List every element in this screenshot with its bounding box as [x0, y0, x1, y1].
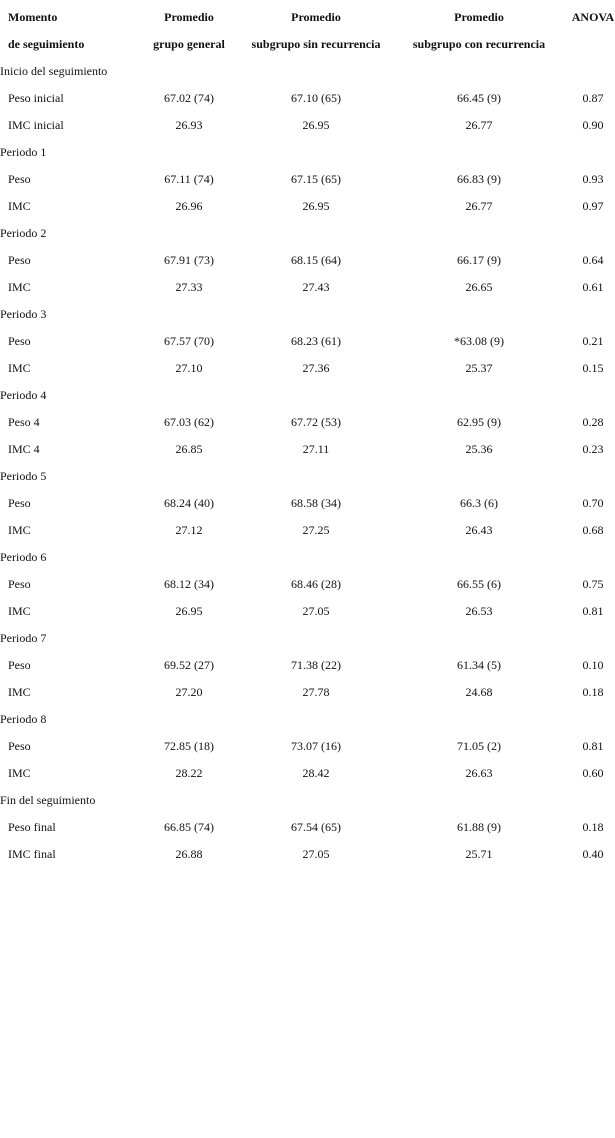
cell-sin-recurrencia: 73.07 (16)	[291, 739, 341, 753]
cell-anova: 0.64	[582, 253, 604, 267]
cell-grupo-general: 26.95	[175, 604, 203, 618]
table-row	[0, 112, 615, 139]
cell-con-recurrencia: 26.77	[465, 199, 493, 213]
cell-con-recurrencia: 25.36	[465, 442, 493, 456]
table-row	[0, 517, 615, 544]
cell-con-recurrencia: 61.88 (9)	[457, 820, 501, 834]
header-momento: Momento	[8, 10, 58, 24]
cell-con-recurrencia: 66.3 (6)	[460, 496, 498, 510]
header-con-recurrencia: Promedio	[454, 10, 504, 24]
section-title: Periodo 7	[0, 631, 47, 645]
row-label: IMC final	[8, 847, 56, 861]
row-label: Peso	[8, 658, 31, 672]
cell-sin-recurrencia: 27.05	[302, 604, 330, 618]
row-label: IMC	[8, 766, 31, 780]
section-title: Periodo 3	[0, 307, 47, 321]
header-grupo-general-sub: grupo general	[153, 37, 225, 51]
section-title: Periodo 5	[0, 469, 47, 483]
section-row	[0, 706, 615, 733]
section-row	[0, 139, 615, 166]
cell-sin-recurrencia: 68.23 (61)	[291, 334, 341, 348]
cell-sin-recurrencia: 67.10 (65)	[291, 91, 341, 105]
table-body	[0, 58, 615, 868]
cell-sin-recurrencia: 27.25	[302, 523, 330, 537]
cell-sin-recurrencia: 68.15 (64)	[291, 253, 341, 267]
cell-grupo-general: 27.20	[175, 685, 203, 699]
cell-sin-recurrencia: 67.15 (65)	[291, 172, 341, 186]
row-label: IMC	[8, 604, 31, 618]
section-row	[0, 58, 615, 85]
cell-sin-recurrencia: 27.36	[302, 361, 330, 375]
table-row	[0, 490, 615, 517]
header-sin-recurrencia-sub: subgrupo sin recurrencia	[251, 37, 381, 51]
cell-anova: 0.68	[582, 523, 604, 537]
section-title: Periodo 8	[0, 712, 47, 726]
cell-grupo-general: 67.02 (74)	[164, 91, 214, 105]
section-row	[0, 301, 615, 328]
section-row	[0, 220, 615, 247]
table-header	[0, 4, 615, 58]
cell-sin-recurrencia: 27.05	[302, 847, 330, 861]
cell-sin-recurrencia: 27.78	[302, 685, 330, 699]
header-anova: ANOVA	[571, 10, 615, 24]
cell-con-recurrencia: 25.37	[465, 361, 493, 375]
table-row	[0, 652, 615, 679]
table-row	[0, 760, 615, 787]
row-label: Peso	[8, 172, 31, 186]
cell-con-recurrencia: 24.68	[465, 685, 493, 699]
row-label: IMC	[8, 199, 31, 213]
cell-grupo-general: 67.11 (74)	[164, 172, 214, 186]
table-row	[0, 355, 615, 382]
cell-con-recurrencia: 66.55 (6)	[457, 577, 501, 591]
section-row	[0, 787, 615, 814]
table-row	[0, 733, 615, 760]
cell-con-recurrencia: *63.08 (9)	[454, 334, 504, 348]
row-label: IMC	[8, 361, 31, 375]
table-row	[0, 814, 615, 841]
row-label: Peso	[8, 253, 31, 267]
header-anova-sub	[563, 31, 615, 58]
cell-anova: 0.10	[582, 658, 604, 672]
row-label: IMC	[8, 523, 31, 537]
cell-anova: 0.97	[582, 199, 604, 213]
cell-con-recurrencia: 26.65	[465, 280, 493, 294]
cell-anova: 0.18	[582, 685, 604, 699]
cell-anova: 0.61	[582, 280, 604, 294]
header-sin-recurrencia: Promedio	[291, 10, 341, 24]
table-row	[0, 598, 615, 625]
section-row	[0, 463, 615, 490]
header-row-1	[0, 4, 615, 31]
section-title: Periodo 6	[0, 550, 47, 564]
cell-grupo-general: 67.91 (73)	[164, 253, 214, 267]
cell-grupo-general: 67.57 (70)	[164, 334, 214, 348]
row-label: Peso final	[8, 820, 56, 834]
header-con-recurrencia-sub: subgrupo con recurrencia	[412, 37, 546, 51]
cell-con-recurrencia: 26.43	[465, 523, 493, 537]
header-momento-sub: de seguimiento	[8, 37, 85, 51]
cell-anova: 0.18	[582, 820, 604, 834]
cell-grupo-general: 26.93	[175, 118, 203, 132]
cell-sin-recurrencia: 68.46 (28)	[291, 577, 341, 591]
cell-grupo-general: 67.03 (62)	[164, 415, 214, 429]
cell-con-recurrencia: 66.83 (9)	[457, 172, 501, 186]
cell-sin-recurrencia: 26.95	[302, 118, 330, 132]
cell-anova: 0.81	[582, 604, 604, 618]
section-title: Periodo 4	[0, 388, 47, 402]
table-row	[0, 841, 615, 868]
row-label: IMC inicial	[8, 118, 64, 132]
cell-grupo-general: 68.24 (40)	[164, 496, 214, 510]
cell-grupo-general: 69.52 (27)	[164, 658, 214, 672]
cell-anova: 0.60	[582, 766, 604, 780]
cell-anova: 0.40	[582, 847, 604, 861]
section-title: Periodo 2	[0, 226, 47, 240]
cell-con-recurrencia: 25.71	[465, 847, 493, 861]
cell-sin-recurrencia: 26.95	[302, 199, 330, 213]
cell-con-recurrencia: 66.45 (9)	[457, 91, 501, 105]
cell-grupo-general: 66.85 (74)	[164, 820, 214, 834]
cell-sin-recurrencia: 27.43	[302, 280, 330, 294]
section-row	[0, 382, 615, 409]
cell-grupo-general: 27.12	[175, 523, 203, 537]
table-row	[0, 193, 615, 220]
row-label: Peso inicial	[8, 91, 64, 105]
cell-con-recurrencia: 26.77	[465, 118, 493, 132]
section-row	[0, 544, 615, 571]
table-row	[0, 247, 615, 274]
cell-grupo-general: 27.33	[175, 280, 203, 294]
cell-anova: 0.75	[582, 577, 604, 591]
row-label: IMC	[8, 280, 31, 294]
cell-con-recurrencia: 71.05 (2)	[457, 739, 501, 753]
weight-bmi-table	[0, 4, 615, 868]
row-label: Peso 4	[8, 415, 40, 429]
table-row	[0, 409, 615, 436]
cell-anova: 0.90	[582, 118, 604, 132]
row-label: Peso	[8, 739, 31, 753]
cell-sin-recurrencia: 28.42	[302, 766, 330, 780]
cell-sin-recurrencia: 68.58 (34)	[291, 496, 341, 510]
cell-grupo-general: 72.85 (18)	[164, 739, 214, 753]
cell-con-recurrencia: 62.95 (9)	[457, 415, 501, 429]
table-row	[0, 571, 615, 598]
cell-con-recurrencia: 61.34 (5)	[457, 658, 501, 672]
table-row	[0, 679, 615, 706]
cell-con-recurrencia: 26.63	[465, 766, 493, 780]
cell-grupo-general: 26.88	[175, 847, 203, 861]
cell-grupo-general: 26.85	[175, 442, 203, 456]
table-row	[0, 328, 615, 355]
cell-anova: 0.15	[582, 361, 604, 375]
cell-anova: 0.28	[582, 415, 604, 429]
cell-grupo-general: 26.96	[175, 199, 203, 213]
cell-anova: 0.81	[582, 739, 604, 753]
table-row	[0, 166, 615, 193]
cell-grupo-general: 68.12 (34)	[164, 577, 214, 591]
table-row	[0, 85, 615, 112]
cell-anova: 0.93	[582, 172, 604, 186]
cell-anova: 0.21	[582, 334, 604, 348]
cell-con-recurrencia: 66.17 (9)	[457, 253, 501, 267]
cell-sin-recurrencia: 27.11	[302, 442, 330, 456]
cell-grupo-general: 27.10	[175, 361, 203, 375]
cell-con-recurrencia: 26.53	[465, 604, 493, 618]
cell-grupo-general: 28.22	[175, 766, 203, 780]
cell-anova: 0.70	[582, 496, 604, 510]
header-row-2	[0, 31, 615, 58]
header-grupo-general: Promedio	[164, 10, 214, 24]
cell-anova: 0.23	[582, 442, 604, 456]
section-title: Inicio del seguimiento	[0, 64, 108, 78]
row-label: IMC	[8, 685, 31, 699]
cell-sin-recurrencia: 67.54 (65)	[291, 820, 341, 834]
table-row	[0, 436, 615, 463]
cell-anova: 0.87	[582, 91, 604, 105]
section-row	[0, 625, 615, 652]
cell-sin-recurrencia: 67.72 (53)	[291, 415, 341, 429]
row-label: IMC 4	[8, 442, 40, 456]
table-row	[0, 274, 615, 301]
row-label: Peso	[8, 577, 31, 591]
section-title: Fin del seguimiento	[0, 793, 96, 807]
row-label: Peso	[8, 496, 31, 510]
cell-sin-recurrencia: 71.38 (22)	[291, 658, 341, 672]
row-label: Peso	[8, 334, 31, 348]
section-title: Periodo 1	[0, 145, 47, 159]
